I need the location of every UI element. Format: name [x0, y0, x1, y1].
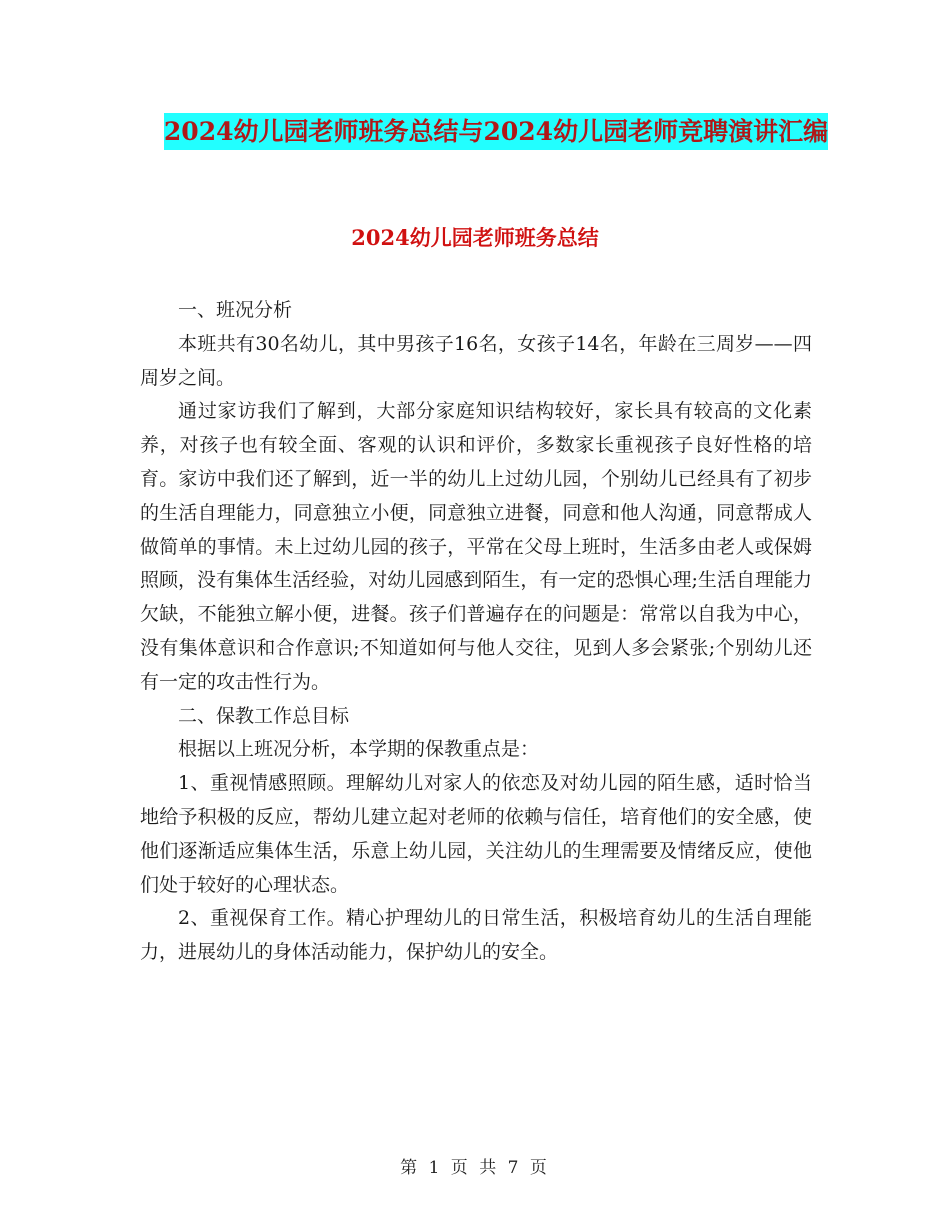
paragraph: 二、保教工作总目标: [178, 704, 350, 727]
document-body: [140, 294, 812, 970]
paragraph: 1、重视情感照顾。理解幼儿对家人的依恋及对幼儿园的陌生感，适时恰当地给予积极的反应，帮幼儿建立起对老师的依赖与信任，培育他们的安全感，使他们逐渐适应集体生活，乐意上幼儿园，关注幼儿的生理需要及情绪反应，使他们处于较好的心理状态。: [140, 772, 812, 896]
paragraph: 根据以上班况分析，本学期的保教重点是：: [178, 738, 540, 761]
paragraph: 本班共有30名幼儿，其中男孩子16名，女孩子14名，年龄在三周岁——四周岁之间。: [140, 332, 812, 389]
paragraph: 2、重视保育工作。精心护理幼儿的日常生活，积极培育幼儿的生活自理能力，进展幼儿的身体活动能力，保护幼儿的安全。: [140, 907, 812, 964]
document-title: [120, 108, 872, 156]
section-title: 2024幼儿园老师班务总结: [351, 225, 599, 250]
document-title-text: 2024幼儿园老师班务总结与2024幼儿园老师竞聘演讲汇编: [164, 113, 828, 150]
page-footer: 第 1 页 共 7 页: [400, 1158, 550, 1178]
paragraph: 通过家访我们了解到，大部分家庭知识结构较好，家长具有较高的文化素养，对孩子也有较全面、客观的认识和评价，多数家长重视孩子良好性格的培育。家访中我们还了解到，近一半的幼儿上过幼儿园，个别幼儿已经具有了初步的生活自理能力，同意独立小便，同意独立进餐，同意和他人沟通，同意帮成人做简单的事情。未上过幼儿园的孩子，平常在父母上班时，生活多由老人或保姆照顾，没有集体生活经验，对幼儿园感到陌生，有一定的恐惧心理;生活自理能力欠缺，不能独立解小便，进餐。孩子们普遍存在的问题是：常常以自我为中心，没有集体意识和合作意识;不知道如何与他人交往，见到人多会紧张;个别幼儿还有一定的攻击性行为。: [140, 400, 812, 693]
paragraph: 一、班况分析: [178, 299, 293, 321]
